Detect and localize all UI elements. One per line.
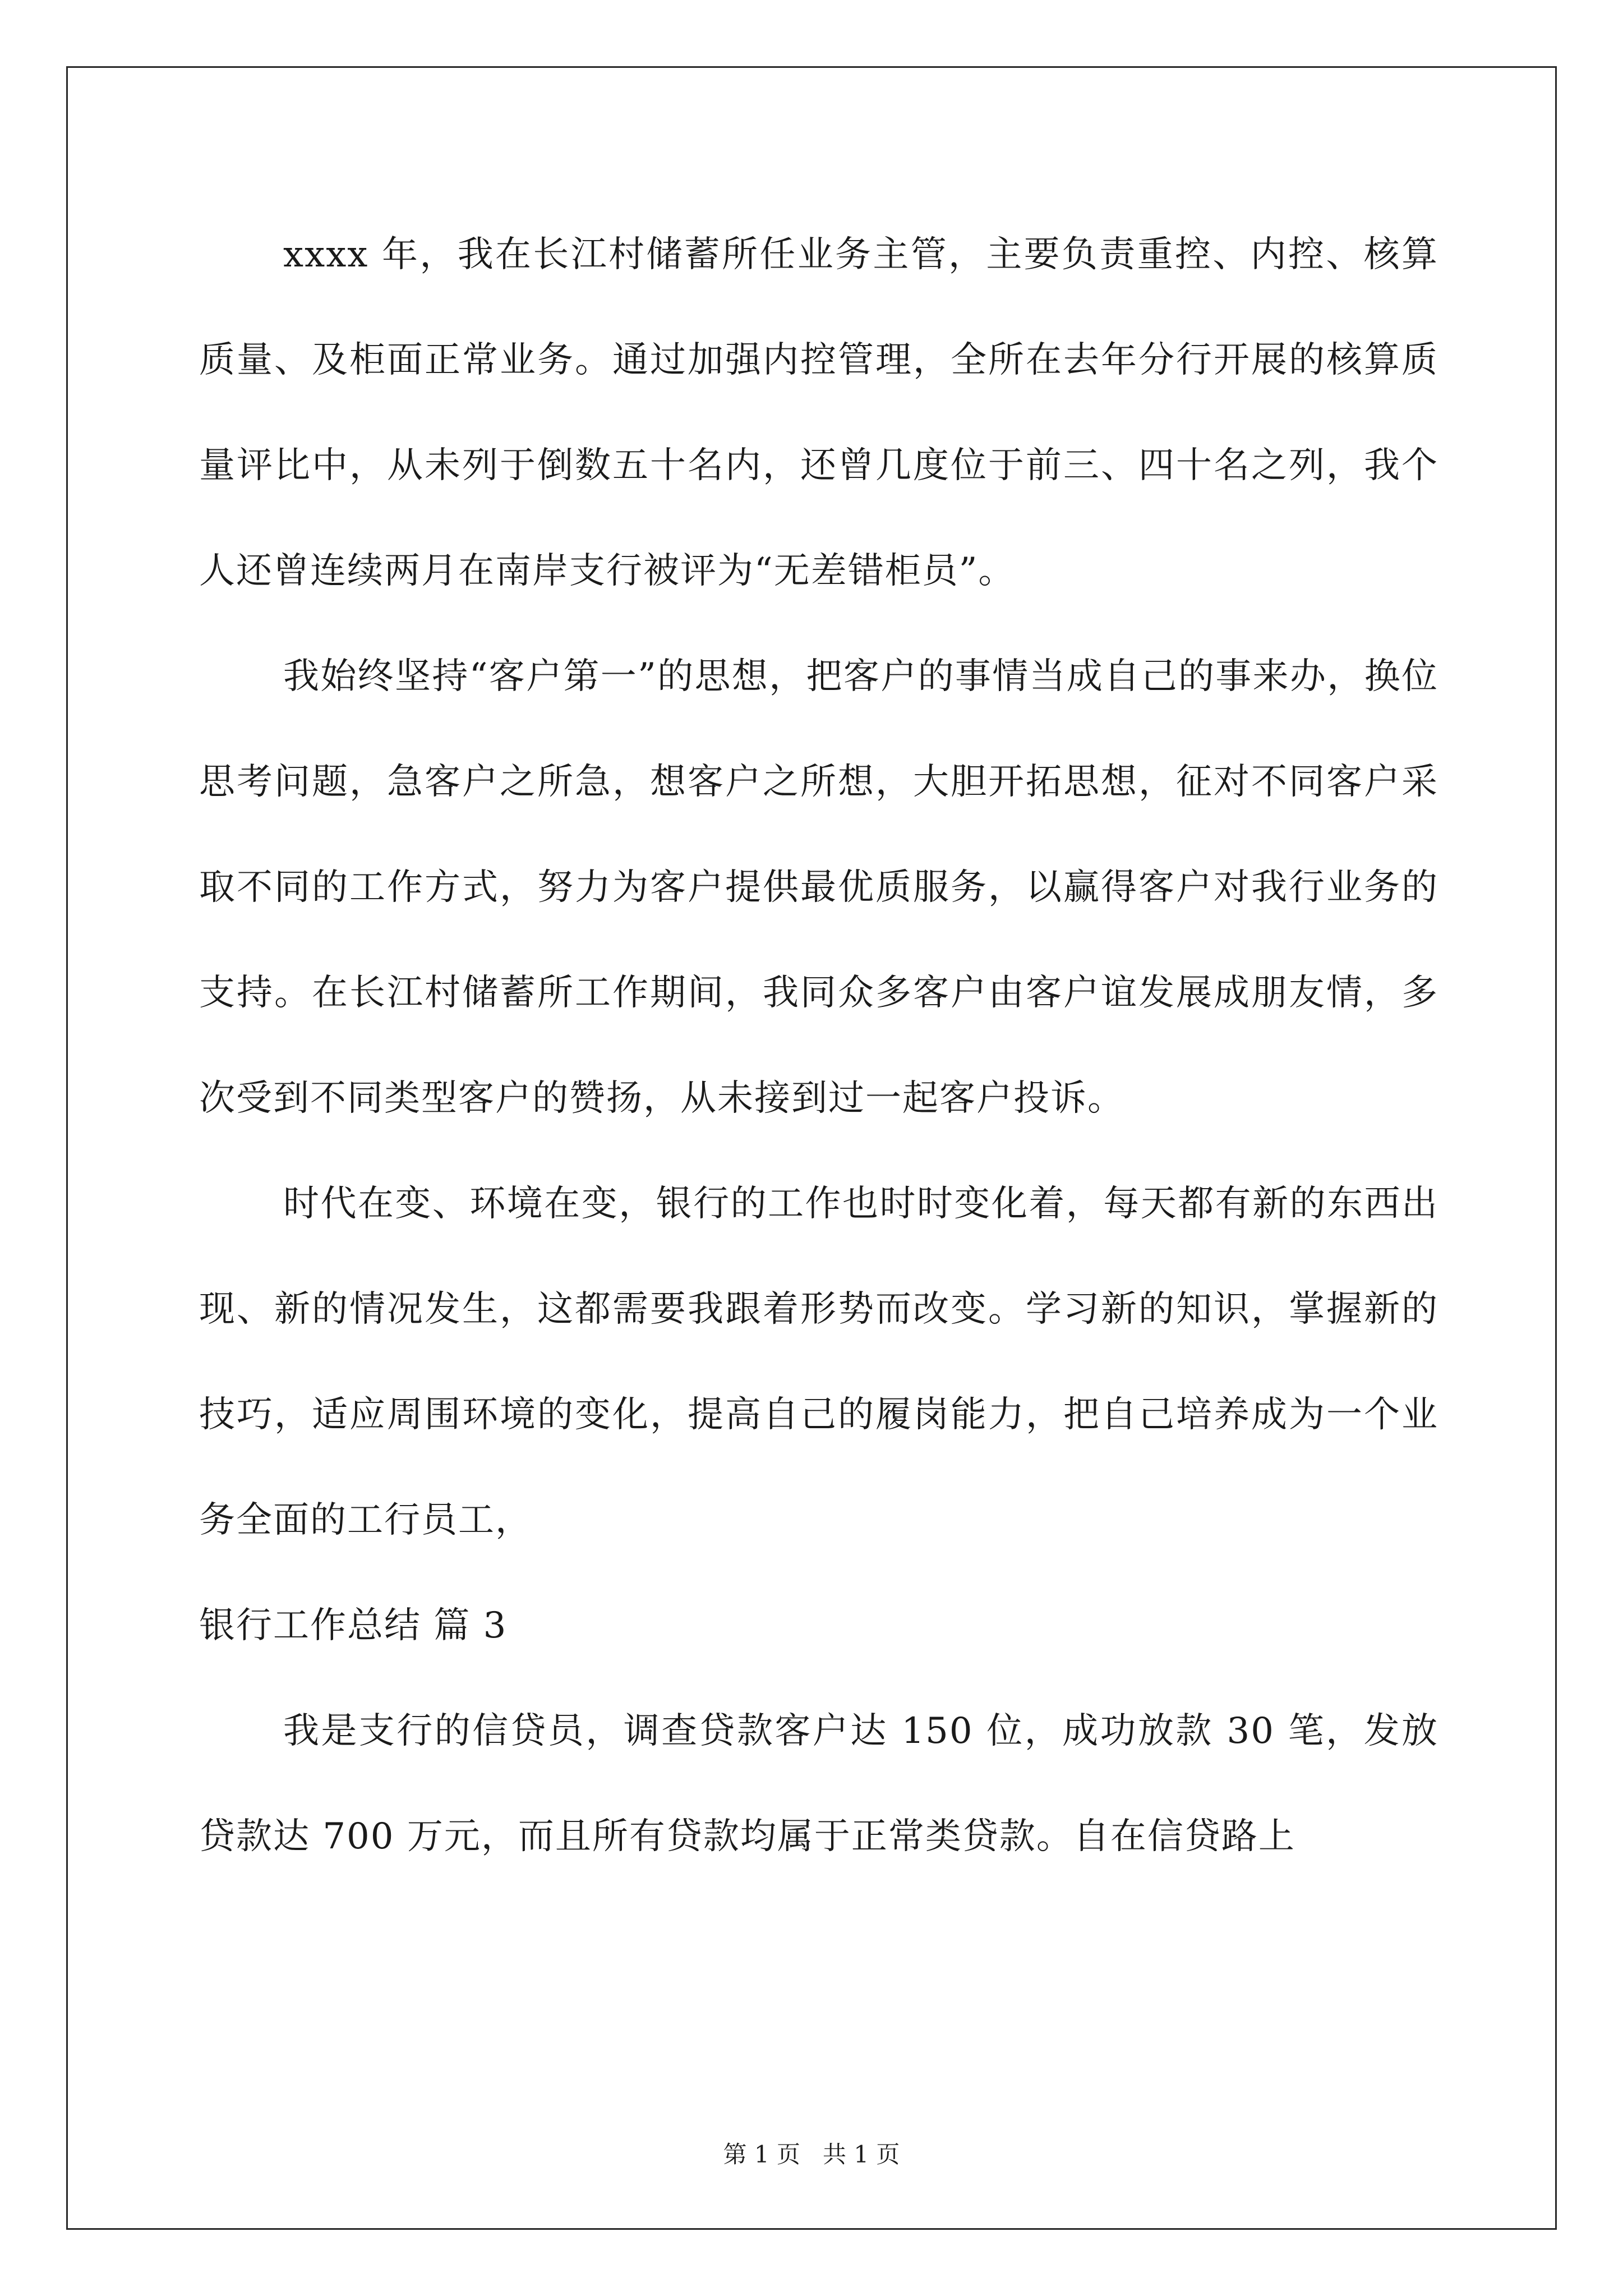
paragraph-3: 时代在变、环境在变，银行的工作也时时变化着，每天都有新的东西出现、新的情况发生，这都需要我跟着形势而改变。学习新的知识，掌握新的技巧，适应周围环境的变化，提高自己的履岗能力，把自己培养成为一个业务全面的工行员工， — [199, 1183, 1438, 1541]
page-total: 共 1 页 — [823, 2141, 900, 2168]
section-heading: 银行工作总结 篇 3 — [199, 1605, 508, 1646]
document-body — [199, 202, 1438, 1889]
paragraph-2: 我始终坚持“客户第一”的思想，把客户的事情当成自己的事来办，换位思考问题，急客户之所急，想客户之所想，大胆开拓思想，征对不同客户采取不同的工作方式，努力为客户提供最优质服务，以赢得客户对我行业务的支持。在长江村储蓄所工作期间，我同众多客户由客户谊发展成朋友情，多次受到不同类型客户的赞扬，从未接到过一起客户投诉。 — [199, 656, 1438, 1119]
paragraph-4: 我是支行的信贷员，调查贷款客户达 150 位，成功放款 30 笔，发放贷款达 700 万元，而且所有贷款均属于正常类贷款。自在信贷路上 — [199, 1710, 1438, 1857]
page-footer — [0, 2136, 1623, 2170]
page-number: 第 1 页 — [723, 2141, 800, 2168]
paragraph-1: xxxx 年，我在长江村储蓄所任业务主管，主要负责重控、内控、核算质量、及柜面正常业务。通过加强内控管理，全所在去年分行开展的核算质量评比中，从未列于倒数五十名内，还曾几度位于前三、四十名之列，我个人还曾连续两月在南岸支行被评为“无差错柜员”。 — [199, 234, 1438, 592]
